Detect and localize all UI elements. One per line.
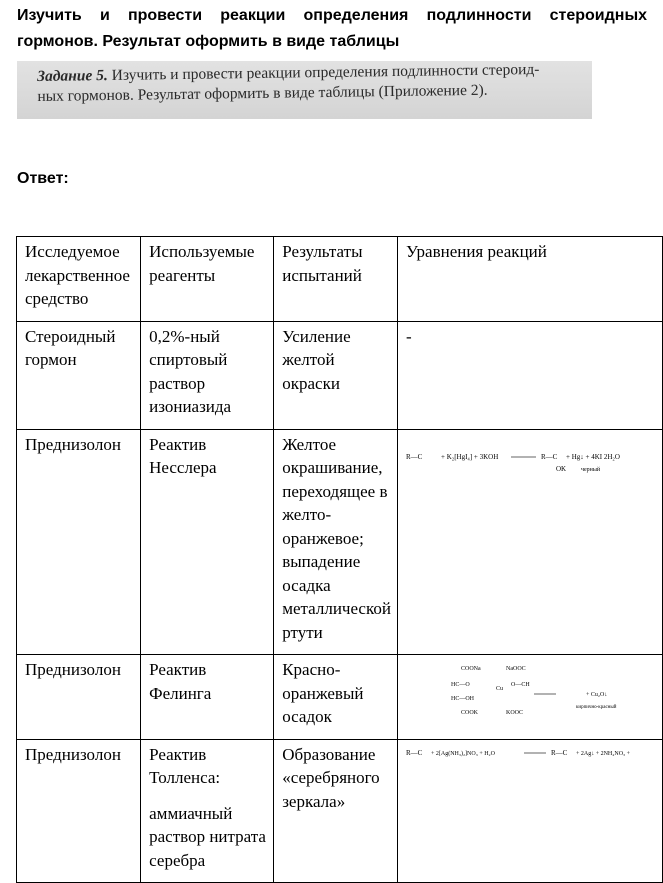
eq-text: COONa <box>460 666 481 672</box>
header-result: Результаты испытаний <box>274 237 398 322</box>
cell-drug: Преднизолон <box>17 655 141 740</box>
cell-drug: Стероидный гормон <box>17 321 141 429</box>
eq-text: R—C <box>405 748 423 757</box>
task-text-1: Изучить и провести реакции определения подлинности стероид- <box>111 61 540 84</box>
eq-text: OK <box>555 464 567 473</box>
cell-reagent <box>141 739 274 883</box>
answer-label: Ответ: <box>17 170 69 187</box>
eq-text: Cu <box>495 686 503 692</box>
task-photo <box>17 61 592 119</box>
eq-text: кирпично-красный <box>575 705 617 710</box>
eq-text: O—CH <box>510 682 530 688</box>
fehling-reaction-equation <box>406 658 656 720</box>
cell-reagent: Реактив Несслера <box>141 429 274 655</box>
eq-text: NaOOC <box>505 666 526 672</box>
cell-equation <box>397 655 662 740</box>
cell-reagent: 0,2%-ный спиртовый раствор изониазида <box>141 321 274 429</box>
eq-text: R—C <box>550 748 568 757</box>
cell-result: Образование «серебряного зеркала» <box>274 739 398 883</box>
results-table <box>16 236 663 883</box>
header-reagent: Используемые реагенты <box>141 237 274 322</box>
eq-text: HC—O <box>450 682 470 688</box>
table-row <box>17 429 663 655</box>
table-header-row <box>17 237 663 322</box>
cell-equation <box>397 429 662 655</box>
eq-text: + 2[Ag(NH₃)₂]NO₃ + H₂O <box>430 750 495 757</box>
tollens-reaction-equation <box>406 743 656 773</box>
eq-text: + Cu₂O↓ <box>585 692 608 698</box>
heading-line-1: Изучить и провести реакции определения подлинности стероидных <box>17 7 647 24</box>
eq-text: R—C <box>405 452 423 461</box>
table-row <box>17 655 663 740</box>
cell-reagent: Реактив Фелинга <box>141 655 274 740</box>
task-photo-text <box>37 61 592 107</box>
cell-result: Желтое окрашивание, переходящее в желто-оранжевое; выпадение осадка металлической ртути <box>274 429 398 655</box>
eq-text: KOOC <box>505 710 523 716</box>
task-heading <box>17 3 647 55</box>
reagent-desc: аммиачный раствор нитрата серебра <box>149 803 266 870</box>
cell-result: Усиление желтой окраски <box>274 321 398 429</box>
table-row <box>17 739 663 883</box>
cell-drug: Преднизолон <box>17 429 141 655</box>
cell-drug: Преднизолон <box>17 739 141 883</box>
eq-text: + K₂[HgI₄] + 3KOH <box>440 452 499 461</box>
cell-result: Красно-оранжевый осадок <box>274 655 398 740</box>
eq-text: + 2Ag↓ + 2NH₄NO₃ + <box>575 750 630 757</box>
task-text-2: ных гормонов. Результат оформить в виде таблицы (Приложение 2). <box>37 81 488 105</box>
header-drug: Исследуемое лекарственное средство <box>17 237 141 322</box>
eq-text: HC—OH <box>450 696 474 702</box>
eq-text: черный <box>580 466 601 473</box>
reagent-name: Реактив Толленса: <box>149 744 221 787</box>
cell-equation <box>397 739 662 883</box>
eq-text: + Hg↓ + 4KI 2H₂O <box>565 452 620 461</box>
eq-text: COOK <box>460 710 478 716</box>
header-equation: Уравнения реакций <box>397 237 662 322</box>
cell-equation: - <box>397 321 662 429</box>
eq-text: R—C <box>540 452 558 461</box>
heading-line-2: гормонов. Результат оформить в виде таблицы <box>17 33 400 50</box>
nessler-reaction-equation <box>406 441 656 481</box>
task-label: Задание 5. <box>37 67 108 85</box>
table-row <box>17 321 663 429</box>
